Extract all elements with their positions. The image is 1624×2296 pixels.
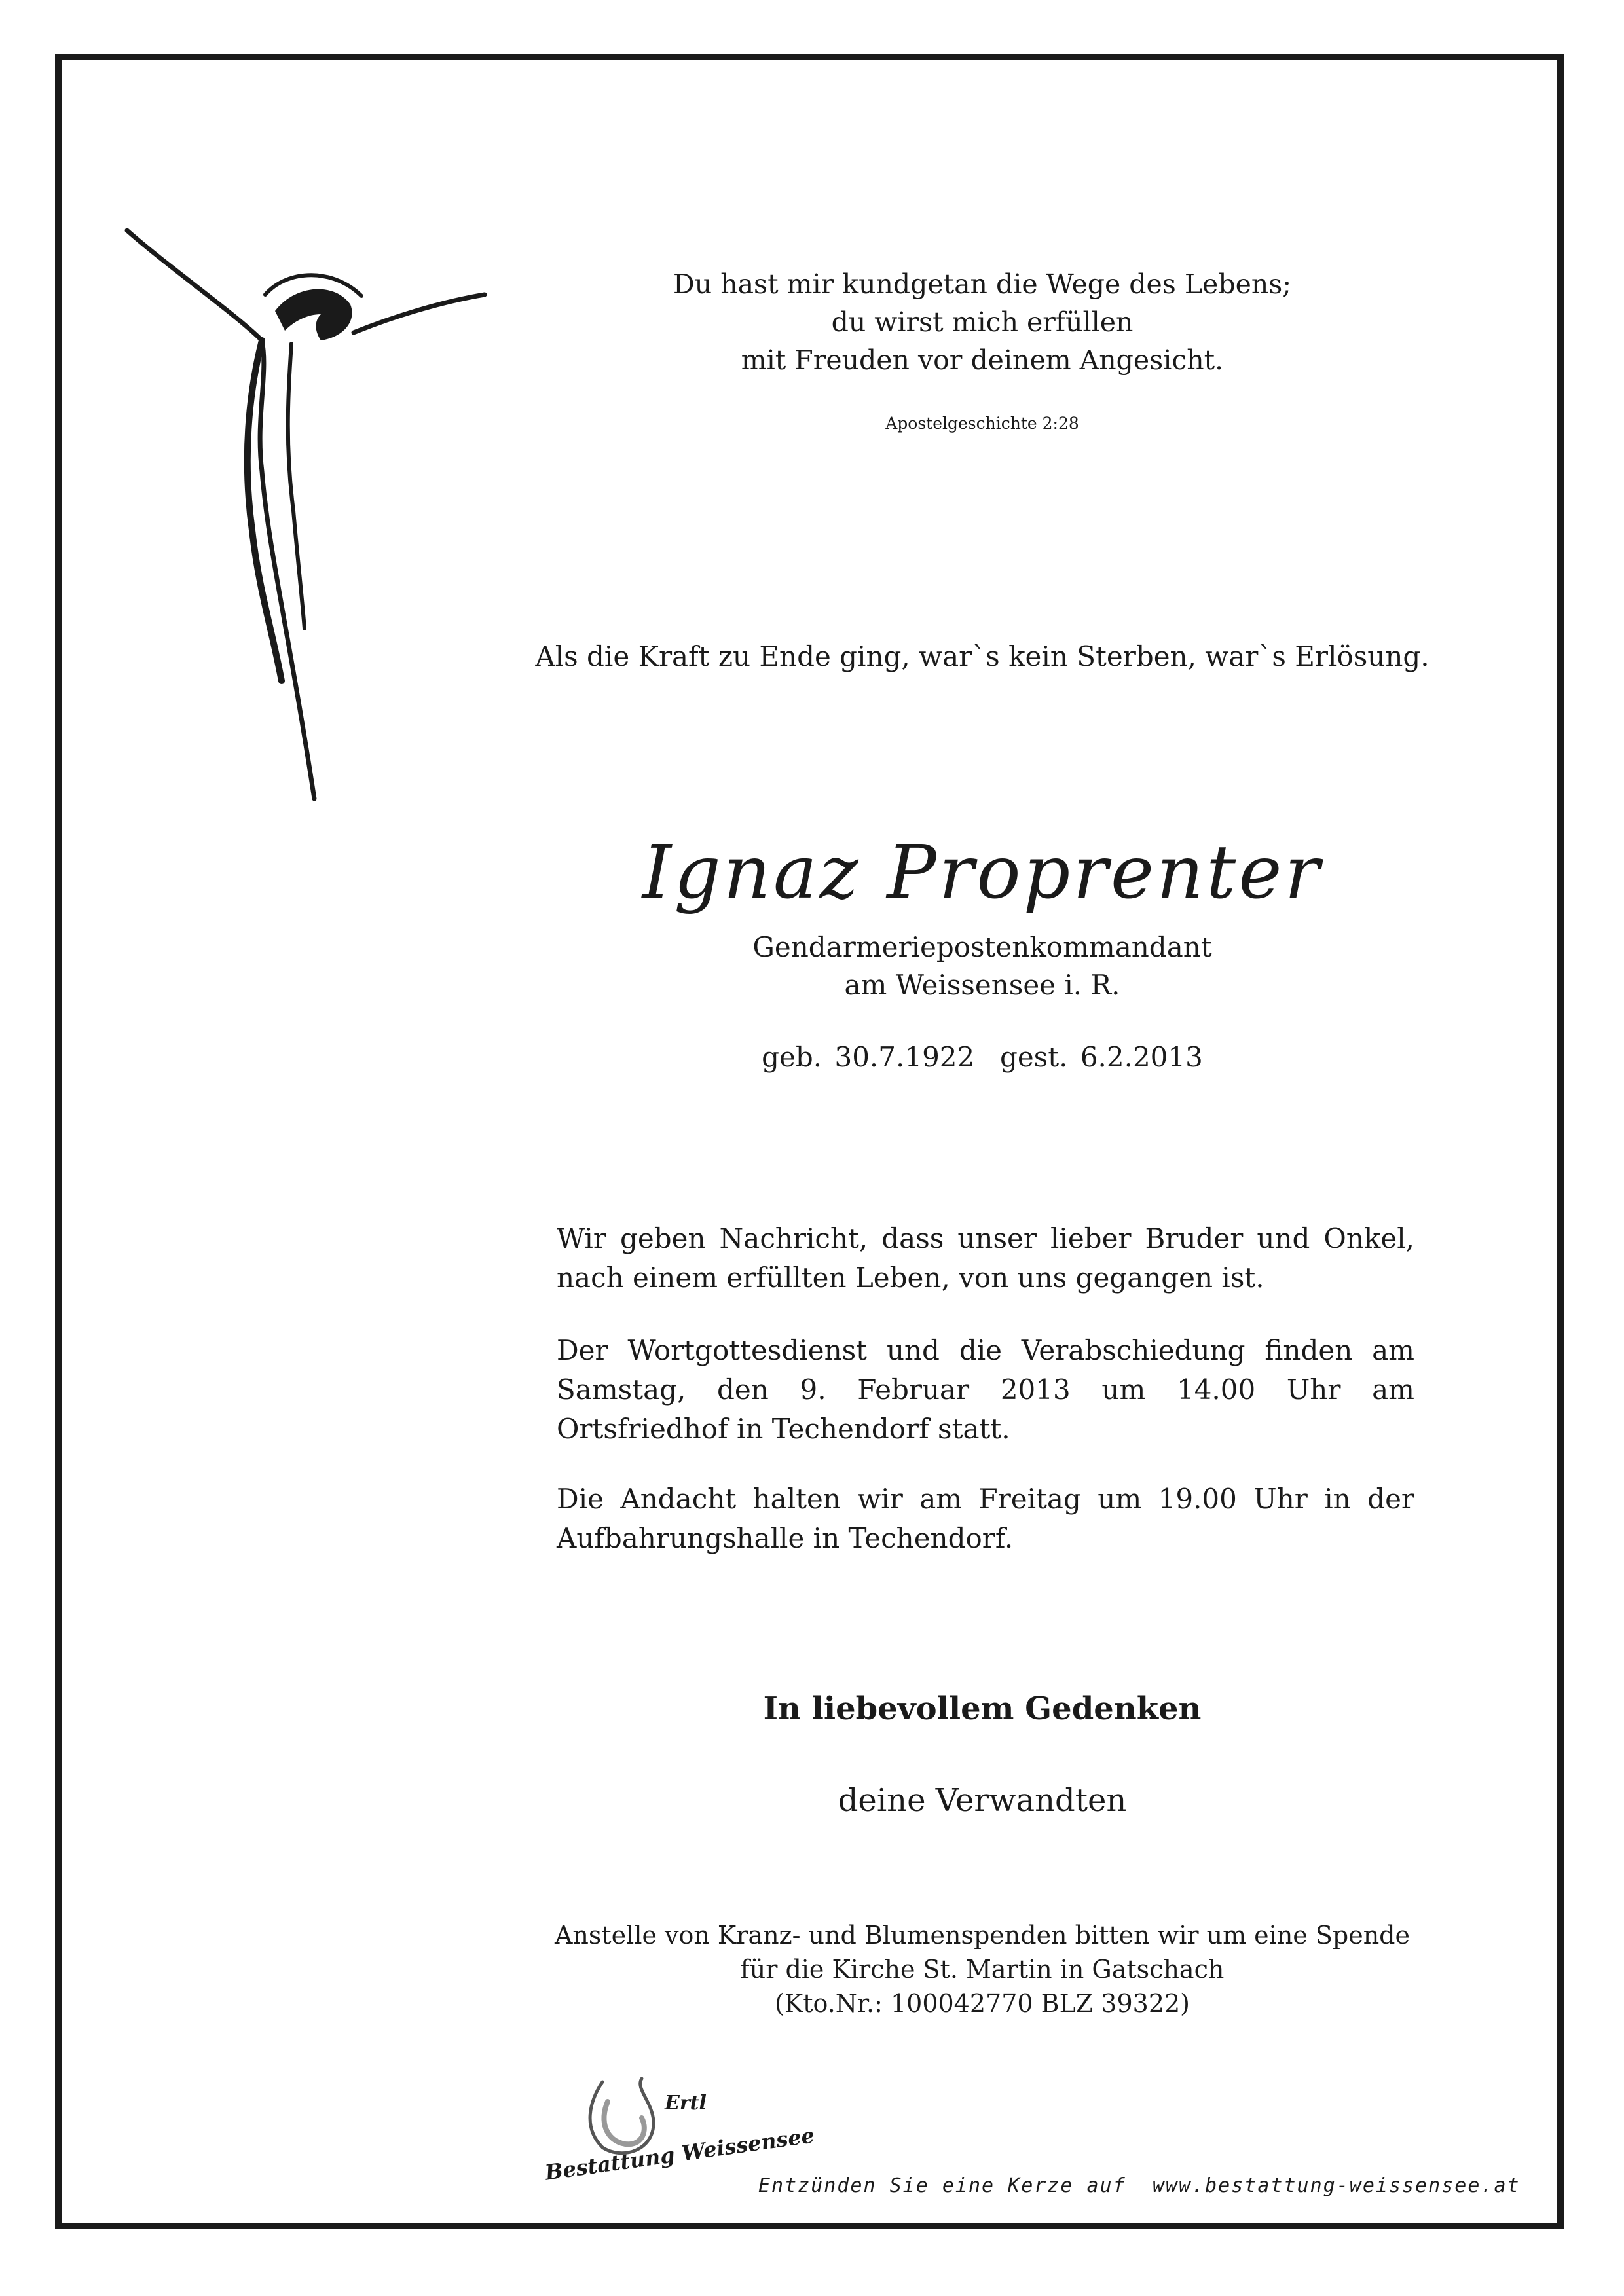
crucifix-figure-icon <box>118 223 498 812</box>
verse-line: Du hast mir kundgetan die Wege des Lebens; <box>673 268 1292 300</box>
life-dates: geb. 30.7.1922 gest. 6.2.2013 <box>762 1041 1203 1073</box>
title-line: am Weissensee i. R. <box>844 969 1120 1001</box>
verse-reference: Apostelgeschichte 2:28 <box>885 414 1079 433</box>
verse-line: du wirst mich erfüllen <box>831 306 1134 338</box>
verse-line: mit Freuden vor deinem Angesicht. <box>741 344 1224 376</box>
donation-note <box>491 1918 1473 2020</box>
vigil-paragraph: Die Andacht halten wir am Freitag um 19.00 Uhr in der Aufbahrungshalle in Techendorf. <box>557 1483 1414 1554</box>
donation-line: für die Kirche St. Martin in Gatschach <box>740 1955 1225 1984</box>
footer-website: Entzünden Sie eine Kerze auf www.bestattung-weissensee.at <box>758 2174 1521 2197</box>
signature: deine Verwandten <box>838 1782 1127 1819</box>
logo-company: Bestattung Weissensee <box>544 2123 817 2185</box>
announcement-paragraph: Wir geben Nachricht, dass unser lieber Bruder und Onkel, nach einem erfüllten Leben, von uns gegangen ist. <box>557 1222 1414 1294</box>
closing-line: In liebevollem Gedenken <box>763 1690 1202 1727</box>
deceased-name: Ignaz Proprenter <box>642 830 1323 915</box>
quote: Als die Kraft zu Ende ging, war`s kein Sterben, war`s Erlösung. <box>535 640 1430 672</box>
service-paragraph: Der Wortgottesdienst und die Verabschiedung finden am Samstag, den 9. Februar 2013 um 14.00 Uhr am Ortsfriedhof in Techendorf statt. <box>557 1334 1414 1445</box>
donation-line: (Kto.Nr.: 100042770 BLZ 39322) <box>775 1989 1190 2018</box>
verse-block <box>589 265 1375 379</box>
title-line: Gendarmeriepostenkommandant <box>752 931 1212 963</box>
logo-name: Ertl <box>665 2092 707 2115</box>
deceased-title <box>589 928 1375 1004</box>
donation-line: Anstelle von Kranz- und Blumenspenden bitten wir um eine Spende <box>554 1921 1410 1950</box>
